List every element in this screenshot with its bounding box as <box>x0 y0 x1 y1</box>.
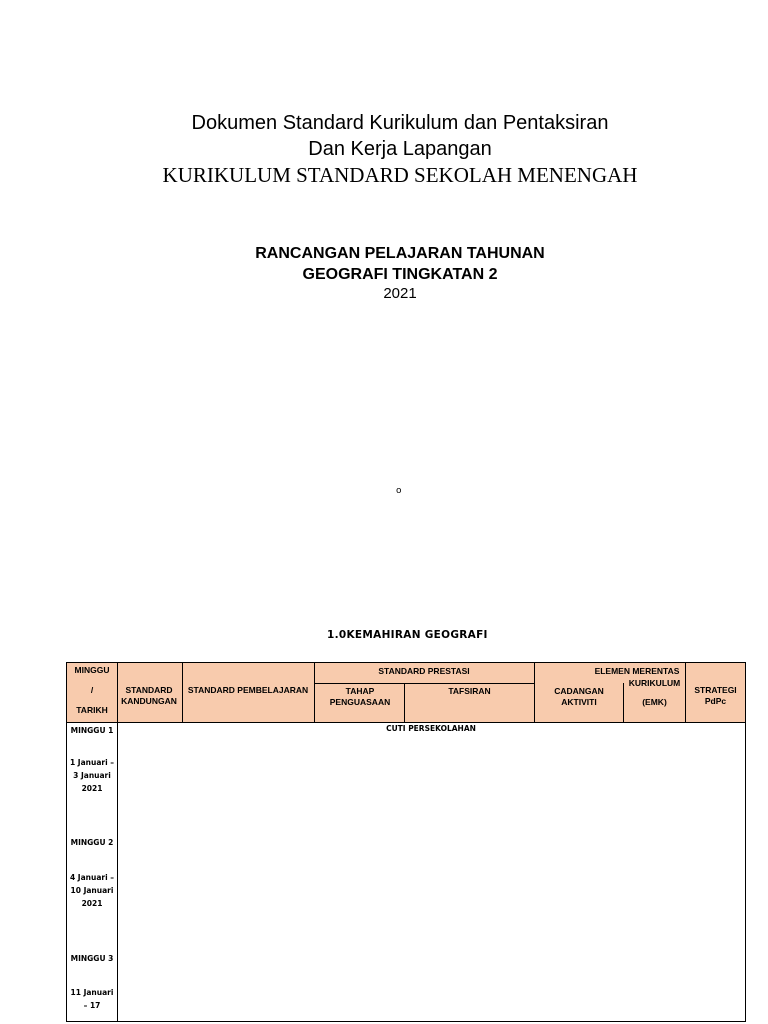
header-strategi: STRATEGI PdPc <box>694 685 737 706</box>
header-tafsiran: TAFSIRAN <box>448 686 491 696</box>
document-title-line1: Dokumen Standard Kurikulum dan Pentaksiran <box>191 112 609 134</box>
header-standard-kandungan: STANDARD KANDUNGAN <box>121 685 177 706</box>
rpt-title-line1: RANCANGAN PELAJARAN TAHUNAN <box>255 245 545 262</box>
document-title-block <box>0 110 768 188</box>
week-1-dates: 1 Januari – 3 Januari 2021 <box>69 758 115 793</box>
week-3-dates: 11 Januari – 17 <box>70 988 114 1010</box>
document-title-line2: Dan Kerja Lapangan <box>308 138 492 160</box>
header-minggu: MINGGU <box>74 665 110 675</box>
rpt-title-block <box>0 243 768 303</box>
header-tarikh: TARIKH <box>76 705 108 715</box>
header-emk-line2: KURIKULUM <box>628 678 681 688</box>
header-slash: / <box>90 685 94 695</box>
header-standard-prestasi: STANDARD PRESTASI <box>378 666 470 676</box>
document-title-line3: KURIKULUM STANDARD SEKOLAH MENENGAH <box>162 163 638 187</box>
section-title: 1.0KEMAHIRAN GEOGRAFI <box>327 629 488 641</box>
week-1-label: MINGGU 1 <box>70 726 114 735</box>
header-standard-pembelajaran: STANDARD PEMBELAJARAN <box>187 685 309 695</box>
header-tahap-penguasaan: TAHAP PENGUASAAN <box>329 686 391 707</box>
rpt-title-line2: GEOGRAFI TINGKATAN 2 <box>302 266 498 283</box>
week-2-label: MINGGU 2 <box>70 838 114 847</box>
stray-mark: o <box>396 486 402 496</box>
header-emk-line1: ELEMEN MERENTAS <box>594 666 680 676</box>
week-2-dates: 4 Januari – 10 Januari 2021 <box>69 873 115 908</box>
rpt-year: 2021 <box>383 285 417 302</box>
week-3-label: MINGGU 3 <box>70 954 114 963</box>
rpt-table <box>66 662 746 1022</box>
cuti-persekolahan-label: CUTI PERSEKOLAHAN <box>386 724 476 733</box>
header-emk-line3: (EMK) <box>642 697 667 707</box>
header-cadangan-aktiviti: CADANGAN AKTIVITI <box>554 686 604 707</box>
